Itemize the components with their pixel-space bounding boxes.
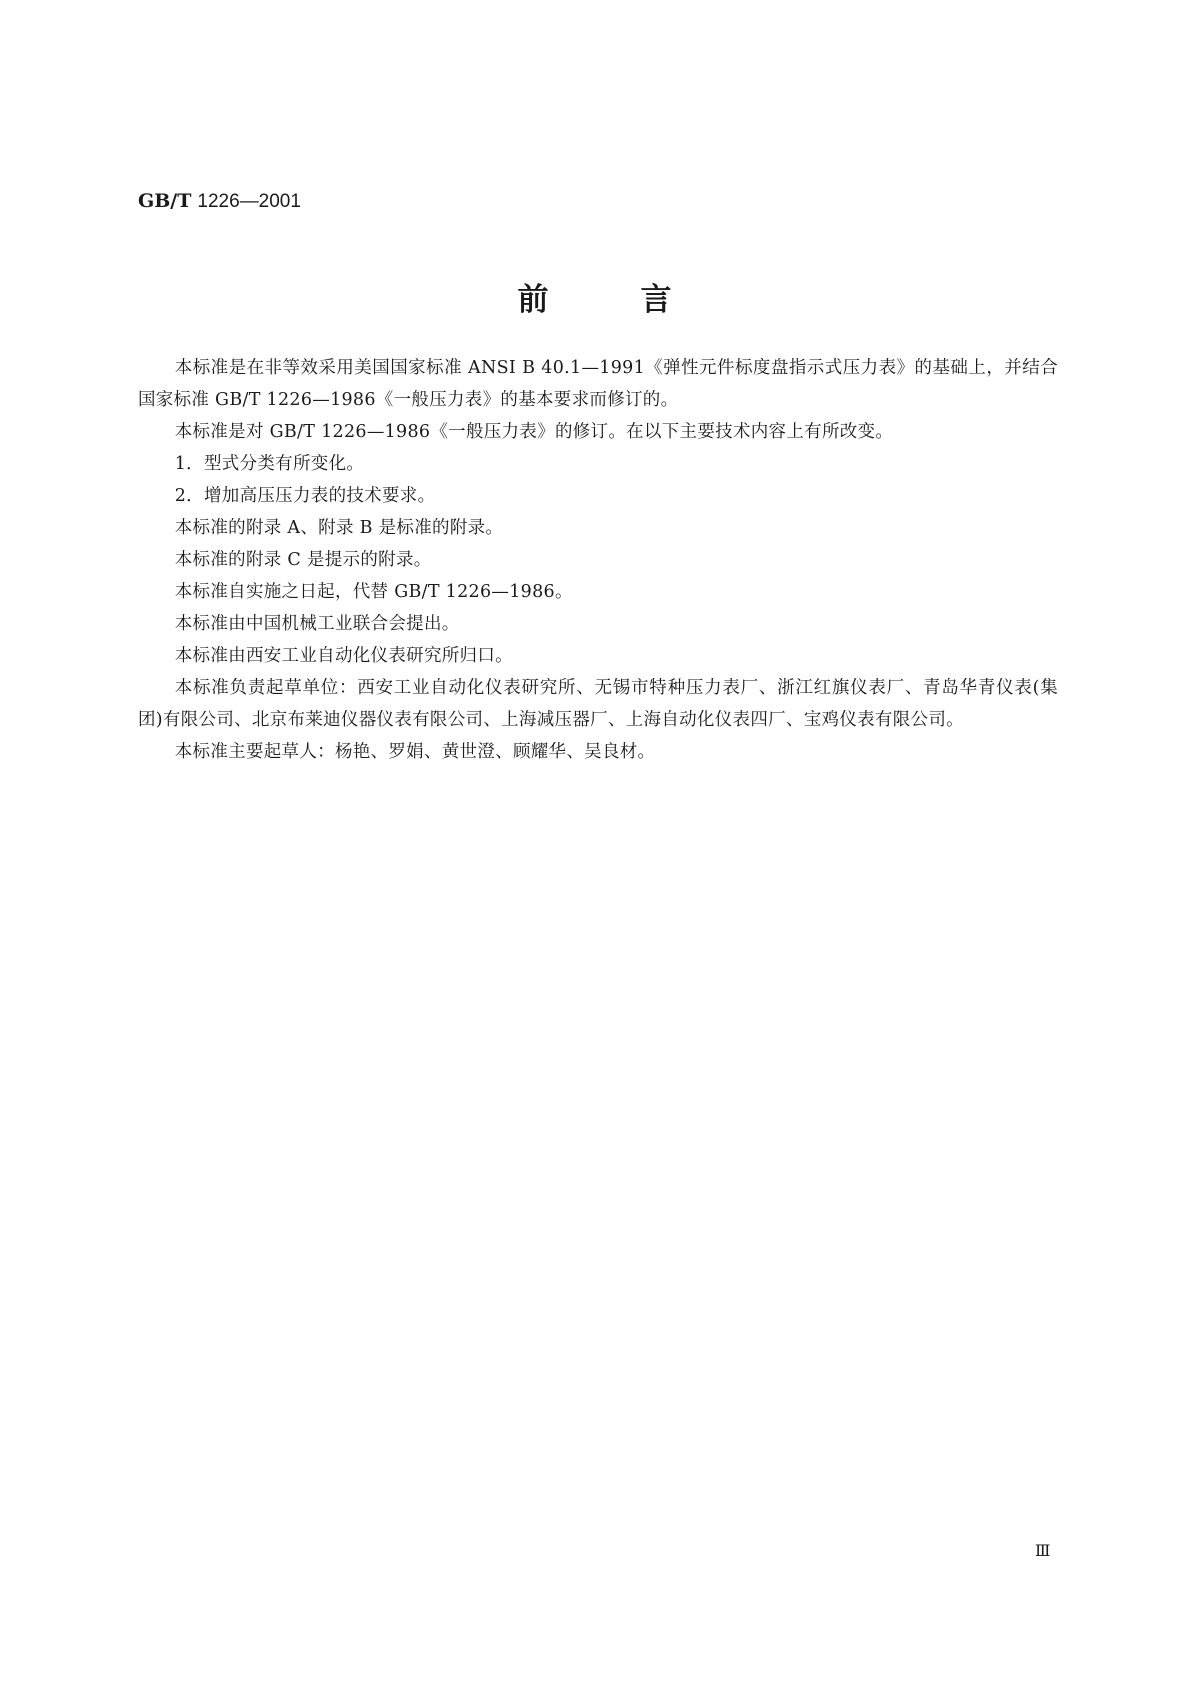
paragraph-adoption: 本标准是在非等效采用美国国家标准 ANSI B 40.1—1991《弹性元件标度盘指示式压力表》的基础上，并结合国家标准 GB/T 1226—1986《一般压力表》的基本要求而修订的。 (138, 358, 1058, 410)
paragraph-drafters: 本标准主要起草人：杨艳、罗娟、黄世澄、顾耀华、吴良材。 (174, 742, 656, 762)
paragraph-proposed-by: 本标准由中国机械工业联合会提出。 (174, 614, 460, 634)
standard-prefix: GB/T (138, 190, 192, 212)
paragraph-replaces: 本标准自实施之日起，代替 GB/T 1226—1986。 (174, 582, 573, 602)
standard-code (138, 188, 301, 215)
standard-number: 1226—2001 (197, 191, 301, 212)
paragraph-centralized-by: 本标准由西安工业自动化仪表研究所归口。 (174, 646, 513, 666)
page-title (0, 280, 1191, 320)
paragraph-revision: 本标准是对 GB/T 1226—1986《一般压力表》的修订。在以下主要技术内容上有所改变。 (174, 422, 894, 442)
paragraph-change-1: 1．型式分类有所变化。 (174, 454, 365, 474)
foreword-body (138, 352, 1058, 768)
paragraph-drafting-units: 本标准负责起草单位：西安工业自动化仪表研究所、无锡市特种压力表厂、浙江红旗仪表厂、青岛华青仪表(集团)有限公司、北京布莱迪仪器仪表有限公司、上海减压器厂、上海自动化仪表四厂、宝鸡仪表有限公司。 (138, 678, 1058, 730)
paragraph-change-2: 2．增加高压压力表的技术要求。 (174, 486, 436, 506)
title-char-2: 言 (640, 282, 674, 318)
paragraph-normative-annex: 本标准的附录 A、附录 B 是标准的附录。 (174, 518, 504, 538)
paragraph-informative-annex: 本标准的附录 C 是提示的附录。 (174, 550, 432, 570)
page-number: Ⅲ (1035, 1541, 1051, 1560)
title-char-1: 前 (517, 282, 551, 318)
